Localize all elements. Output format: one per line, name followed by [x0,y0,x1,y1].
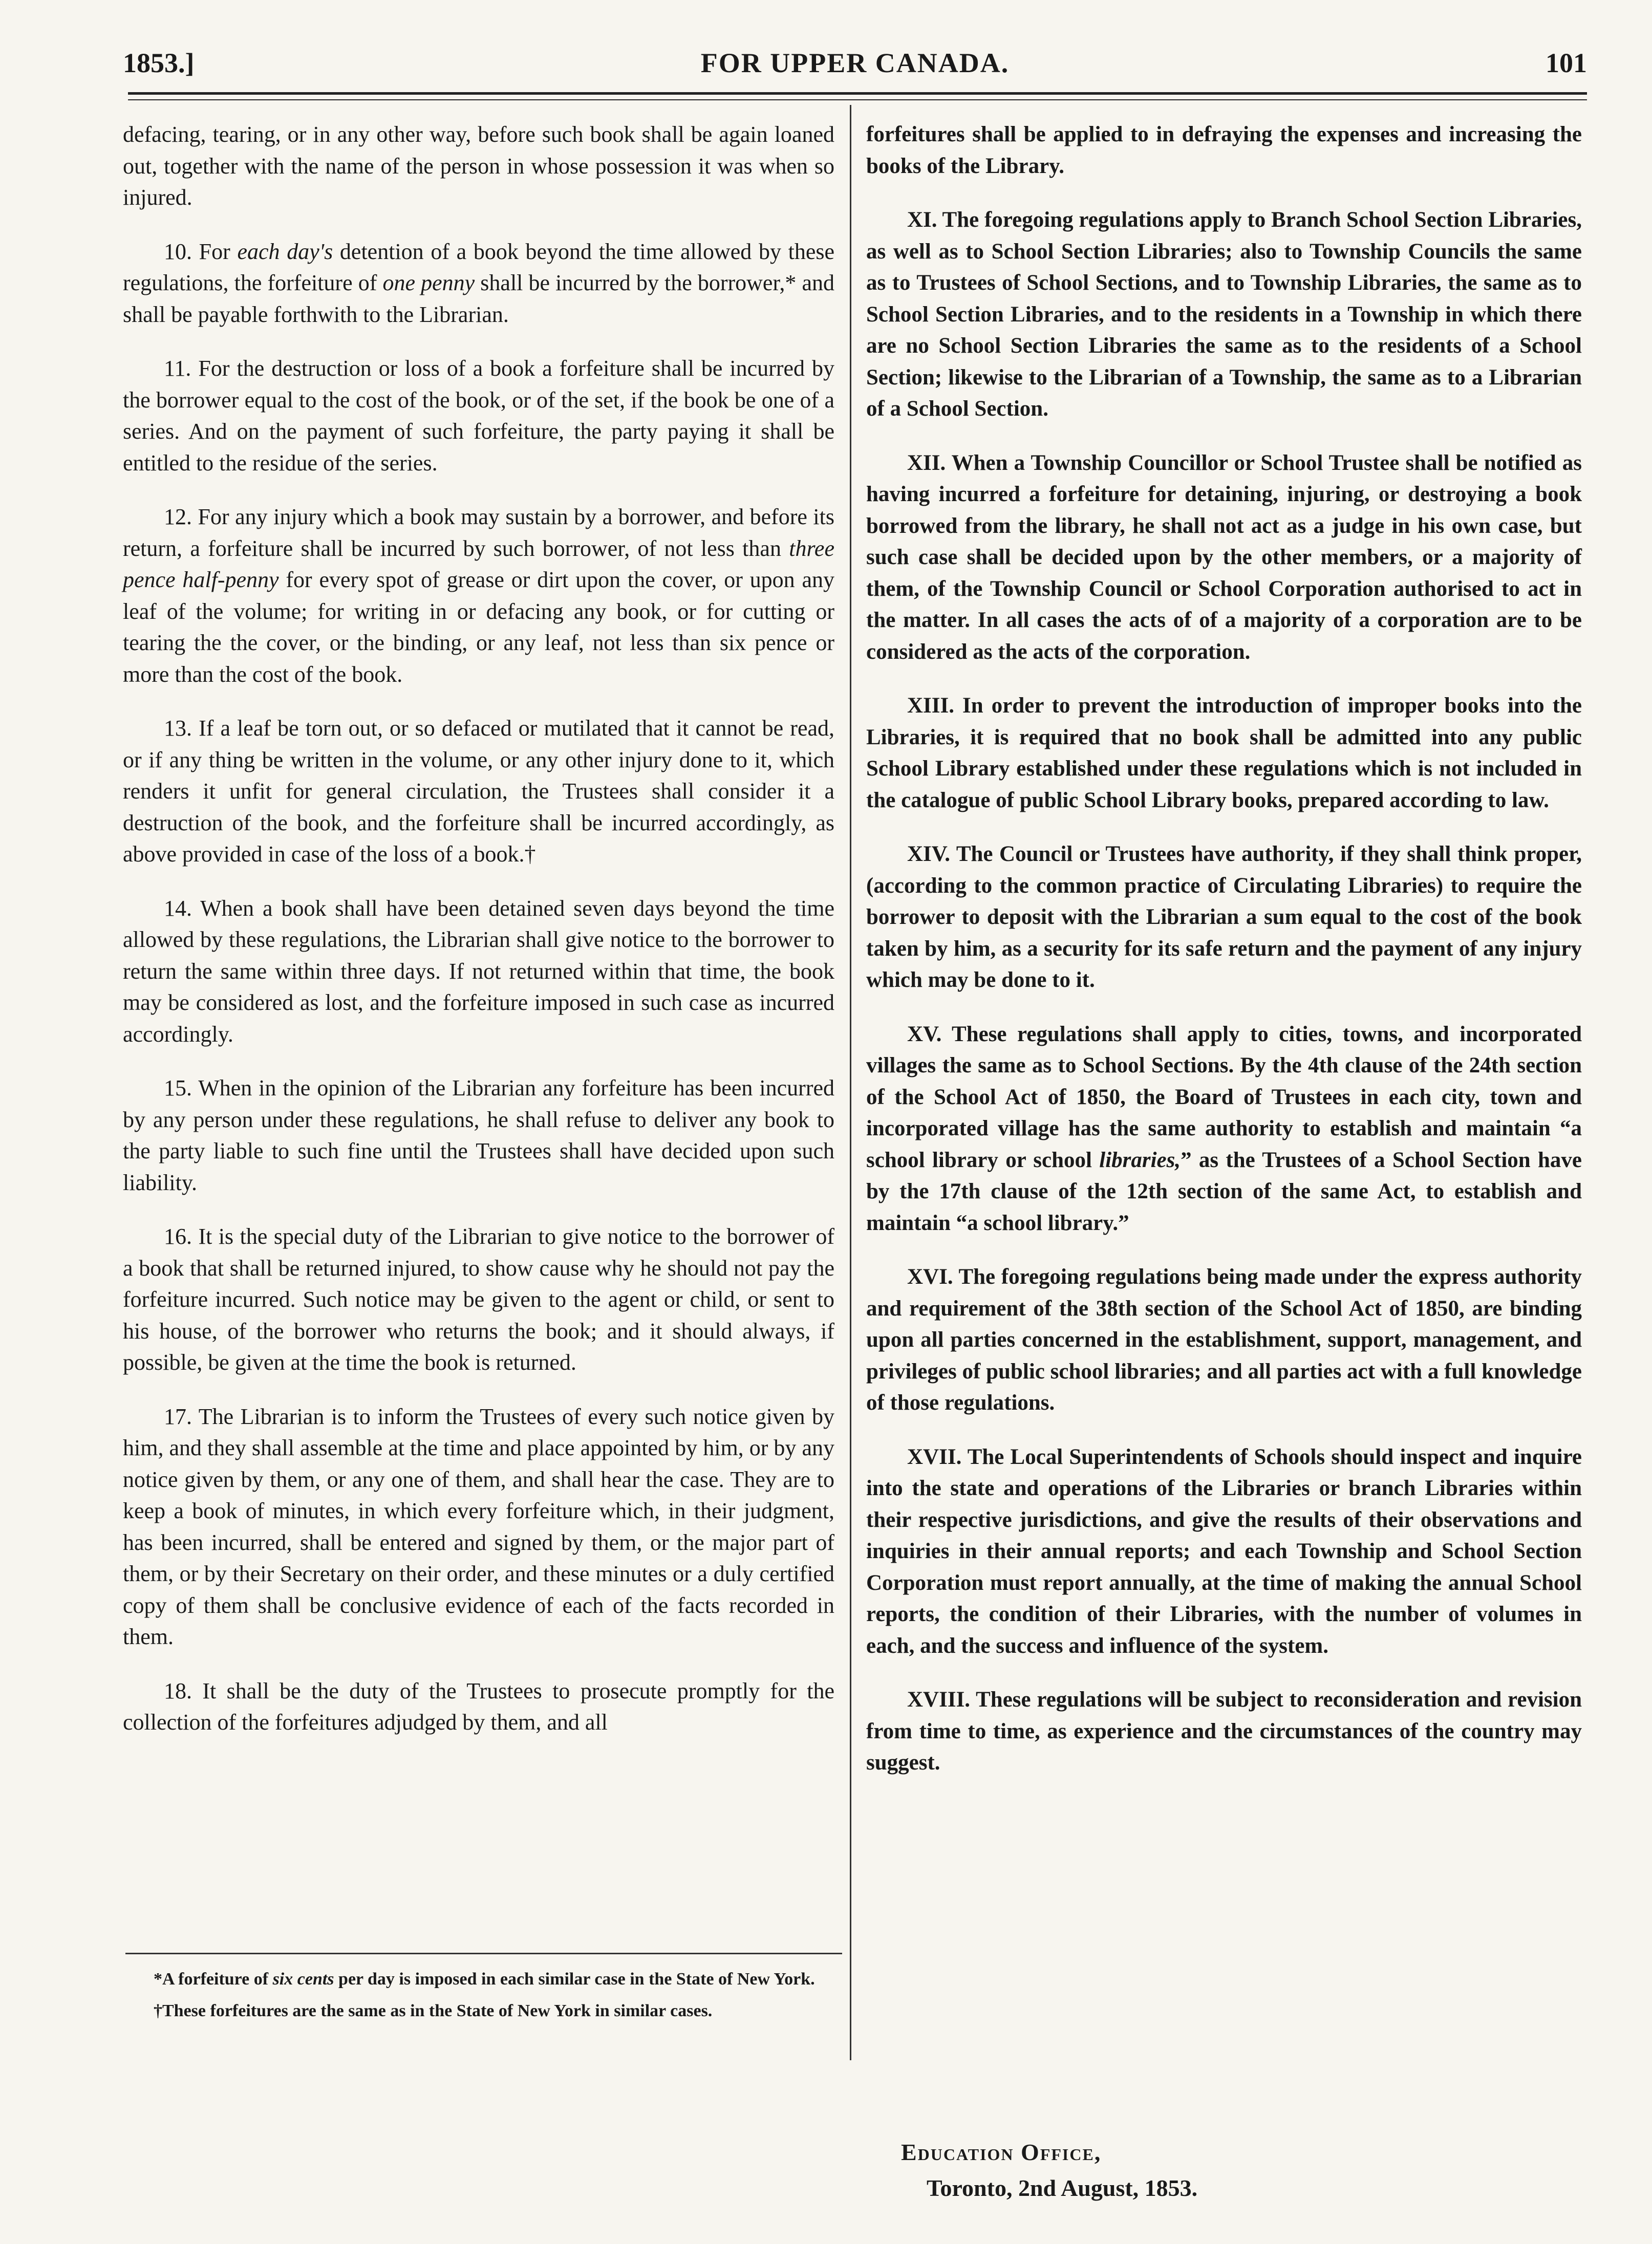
paragraph-continuation: defacing, tearing, or in any other way, before such book shall be again loaned out, together with the name of the person in whose possession it was when so injured. [123,122,834,210]
paragraph-17: 17. The Librarian is to inform the Trustees of every such notice given by him, and they shall assemble at the time and place appointed by him, or by any notice given by them, or any one of them, and shall hear the case. They are to keep a book of minutes, in which every forfeiture which, in their judgment, has been incurred, shall be entered and signed by them, or the major part of them, or by their Secretary on their order, and these minutes or a duly certified copy of them shall be conclusive evidence of each of the facts recorded in them. [123,1404,834,1649]
running-header [123,47,1587,88]
left-column [123,119,834,1761]
paragraph-12: 12. For any injury which a book may sustain by a borrower, and before its return, a forfeiture shall be incurred by such borrower, of not less than three pence half-penny for every spot of grease or dirt upon the cover, or upon any leaf of the volume; for writing in or defacing any book, or for cutting or tearing the the cover, or the binding, or any leaf, not less than six pence or more than the cost of the book. [123,504,834,687]
paragraph-XIII: XIII. In order to prevent the introduction of improper books into the Libraries, it is required that no book shall be admitted into any public School Library established under these regulations which is not included in the catalogue of public School Library books, prepared according to law. [866,694,1582,812]
signature-block [901,2134,1197,2206]
paragraph-18: 18. It shall be the duty of the Trustees to prosecute promptly for the collection of the forfeitures adjudged by them, and all [123,1678,834,1735]
paragraph-16: 16. It is the special duty of the Librarian to give notice to the borrower of a book that shall be returned injured, to show cause why he should not pay the forfeiture incurred. Such notice may be given to the agent or child, or sent to his house, of the borrower who returns the book; and it should always, if possible, be given at the time the book is returned. [123,1224,834,1375]
paragraph-11: 11. For the destruction or loss of a book a forfeiture shall be incurred by the borrower equal to the cost of the book, or of the set, if the book be one of a series. And on the payment of such forfeiture, the party paying it shall be entitled to the residue of the series. [123,356,834,476]
paragraph-XIV: XIV. The Council or Trustees have authority, if they shall think proper, (according to the common practice of Circulating Libraries) to require the borrower to deposit with the Librarian a sum equal to the cost of the book taken by him, as a security for its safe return and the payment of any injury which may be done to it. [866,842,1582,992]
footnote-2: †These forfeitures are the same as in the State of New York in similar cases. [154,2001,713,2020]
paragraph-10: 10. For each day's detention of a book beyond the time allowed by these regulations, the forfeiture of one penny shall be incurred by the borrower,* and shall be payable forthwith to the Librarian. [123,239,835,327]
signature-office: Education Office, [901,2139,1102,2165]
paragraph-XVII: XVII. The Local Superintendents of Schools should inspect and inquire into the state and operations of the Libraries or branch Libraries within their respective jurisdictions, and give the results of their observations and inquiries in their annual reports; and each Township and School Section Corporation must report annually, at the time of making the annual School reports, the condition of their Libraries, with the number of volumes in each, and the success and influence of the system. [866,1444,1582,1658]
paragraph-14: 14. When a book shall have been detained seven days beyond the time allowed by these regulations, the Librarian shall give notice to the borrower to return the same within three days. If not returned within that time, the book may be considered as lost, and the forfeiture imposed in such case as incurred accordingly. [123,895,834,1047]
paragraph-15: 15. When in the opinion of the Librarian any forfeiture has been incurred by any person under these regulations, he shall refuse to deliver any book to the party liable to such fine until the Trustees shall have decided upon such liability. [123,1075,834,1195]
paragraph-13: 13. If a leaf be torn out, or so defaced or mutilated that it cannot be read, or if any thing be written in the volume, or any other injury done to it, which renders it unfit for general circulation, the Trustees shall consider it a destruction of the book, and the forfeiture shall be incurred accordingly, as above provided in case of the loss of a book.† [123,716,834,867]
footnote-1: *A forfeiture of six cents per day is imposed in each similar case in the State of New York. [154,1970,815,1989]
signature-date: Toronto, 2nd August, 1853. [927,2175,1198,2201]
paragraph-XV: XV. These regulations shall apply to cities, towns, and incorporated villages the same as to School Sections. By the 4th clause of the 24th section of the School Act of 1850, the Board of Trustees in each city, town and incorporated village has the same authority to establish and maintain “a school library or school libraries,” as the Trustees of a School Section have by the 17th clause of the 12th section of the same Act, to establish and maintain “a school library.” [866,1022,1582,1235]
paragraph-XI: XI. The foregoing regulations apply to Branch School Section Libraries, as well as to School Section Libraries; also to Township Councils the same as to Trustees of School Sections, and to Township Libraries, the same as to School Section Libraries, and to the residents in a Township in which there are no School Section Libraries the same as to the residents of a School Section; likewise to the Librarian of a Township, the same as to a Librarian of a School Section. [866,208,1582,421]
header-rule [128,92,1587,95]
paragraph-XVIII: XVIII. These regulations will be subject to reconsideration and revision from time to time, as experience and the circumstances of the country may suggest. [866,1688,1582,1775]
footnote-rule [125,1953,842,1954]
paragraph-XVI: XVI. The foregoing regulations being made under the express authority and requirement of the 38th section of the School Act of 1850, are binding upon all parties concerned in the establishment, support, management, and privileges of public school libraries; and all parties act with a full knowledge of those regulations. [866,1265,1582,1415]
footnotes [123,1967,834,2030]
paragraph-XII: XII. When a Township Councillor or School Trustee shall be notified as having incurred a forfeiture for detaining, injuring, or destroying a book borrowed from the library, he shall not act as a judge in his own case, but such case shall be decided upon by the other members, or a majority of them, of the Township Council or School Corporation authorised to act in the matter. In all cases the acts of of a majority of a corporation are to be considered as the acts of the corporation. [866,450,1582,664]
header-title: FOR UPPER CANADA. [700,48,1010,78]
paragraph-continuation-right: forfeitures shall be applied to in defraying the expenses and increasing the books of the Library. [866,122,1582,178]
header-rule-thin [128,99,1587,100]
page-number: 101 [1546,48,1587,78]
column-divider [850,105,851,2060]
header-year: 1853.] [123,48,195,78]
right-column [866,119,1582,1801]
